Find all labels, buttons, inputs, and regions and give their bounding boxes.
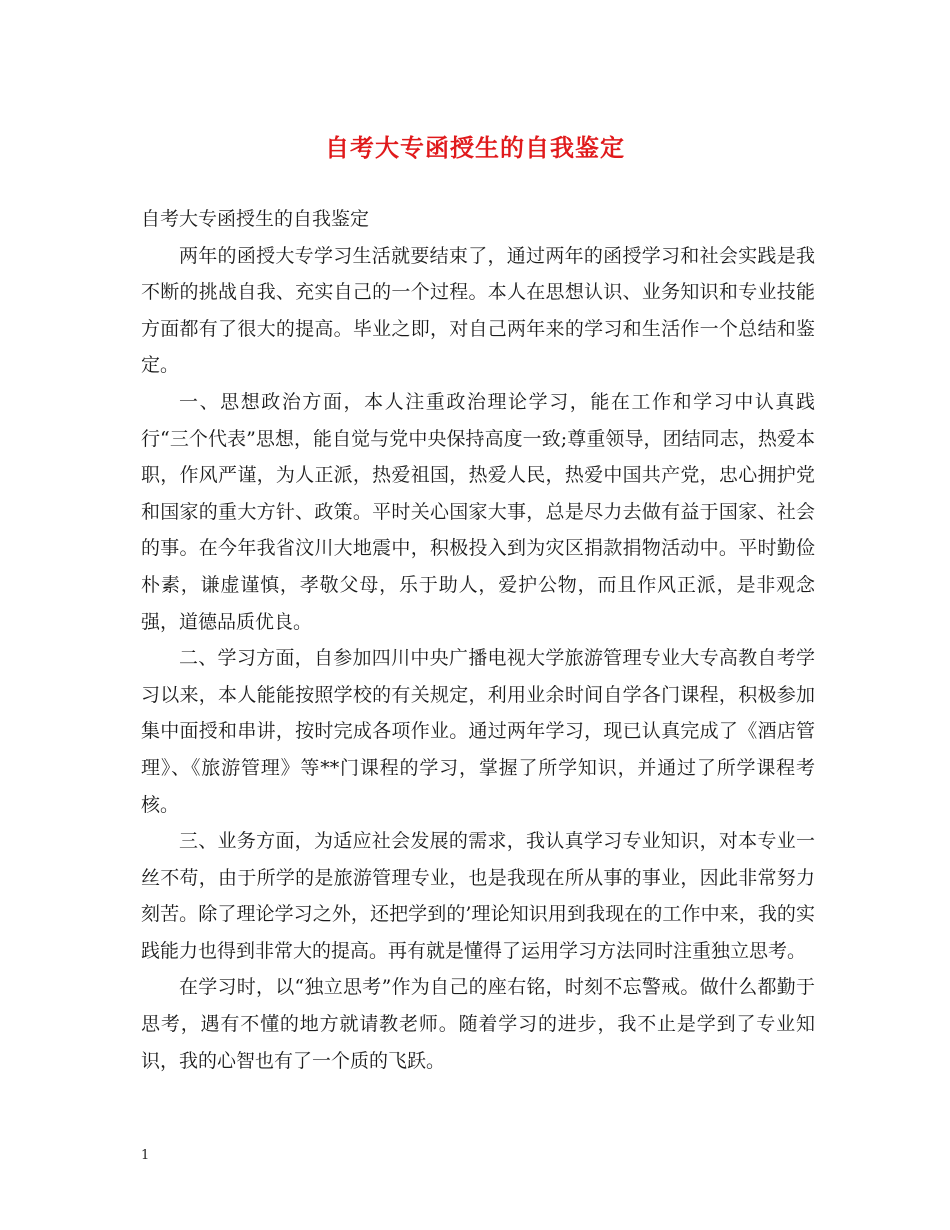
paragraph-study: 二、学习方面，自参加四川中央广播电视大学旅游管理专业大专高教自考学习以来，本人能能按照学校的有关规定，利用业余时间自学各门课程，积极参加集中面授和串讲，按时完成各项作业。通过两年学习，现已认真完成了《酒店管理》、《旅游管理》等**门课程的学习，掌握了所学知识，并通过了所学课程考核。 [141, 647, 815, 816]
paragraph-independent-thinking: 在学习时，以“独立思考”作为自己的座右铭，时刻不忘警戒。做什么都勤于思考，遇有不懂的地方就请教老师。随着学习的进步，我不止是学到了专业知识，我的心智也有了一个质的飞跃。 [141, 976, 815, 1072]
document-body [141, 201, 815, 1079]
paragraph-business: 三、业务方面，为适应社会发展的需求，我认真学习专业知识，对本专业一丝不苟，由于所学的是旅游管理专业，也是我现在所从事的事业，因此非常努力刻苦。除了理论学习之外，还把学到的’理论知识用到我现在的工作中来，我的实践能力也得到非常大的提高。再有就是懂得了运用学习方法同时注重独立思考。 [141, 830, 815, 962]
paragraph-intro: 两年的函授大专学习生活就要结束了，通过两年的函授学习和社会实践是我不断的挑战自我、充实自己的一个过程。本人在思想认识、业务知识和专业技能方面都有了很大的提高。毕业之即，对自己两年来的学习和生活作一个总结和鉴定。 [141, 244, 815, 377]
page-number: 1 [141, 1148, 150, 1163]
document-subtitle: 自考大专函授生的自我鉴定 [141, 208, 370, 230]
paragraph-political: 一、思想政治方面，本人注重政治理论学习，能在工作和学习中认真践行“三个代表”思想，能自觉与党中央保持高度一致;尊重领导，团结同志，热爱本职，作风严谨，为人正派，热爱祖国，热爱人民，热爱中国共产党，忠心拥护党和国家的重大方针、政策。平时关心国家大事，总是尽力去做有益于国家、社会的事。在今年我省汶川大地震中，积极投入到为灾区捐款捐物活动中。平时勤俭朴素，谦虚谨慎，孝敬父母，乐于助人，爱护公物，而且作风正派，是非观念强，道德品质优良。 [141, 390, 815, 633]
document-title: 自考大专函授生的自我鉴定 [325, 133, 625, 162]
